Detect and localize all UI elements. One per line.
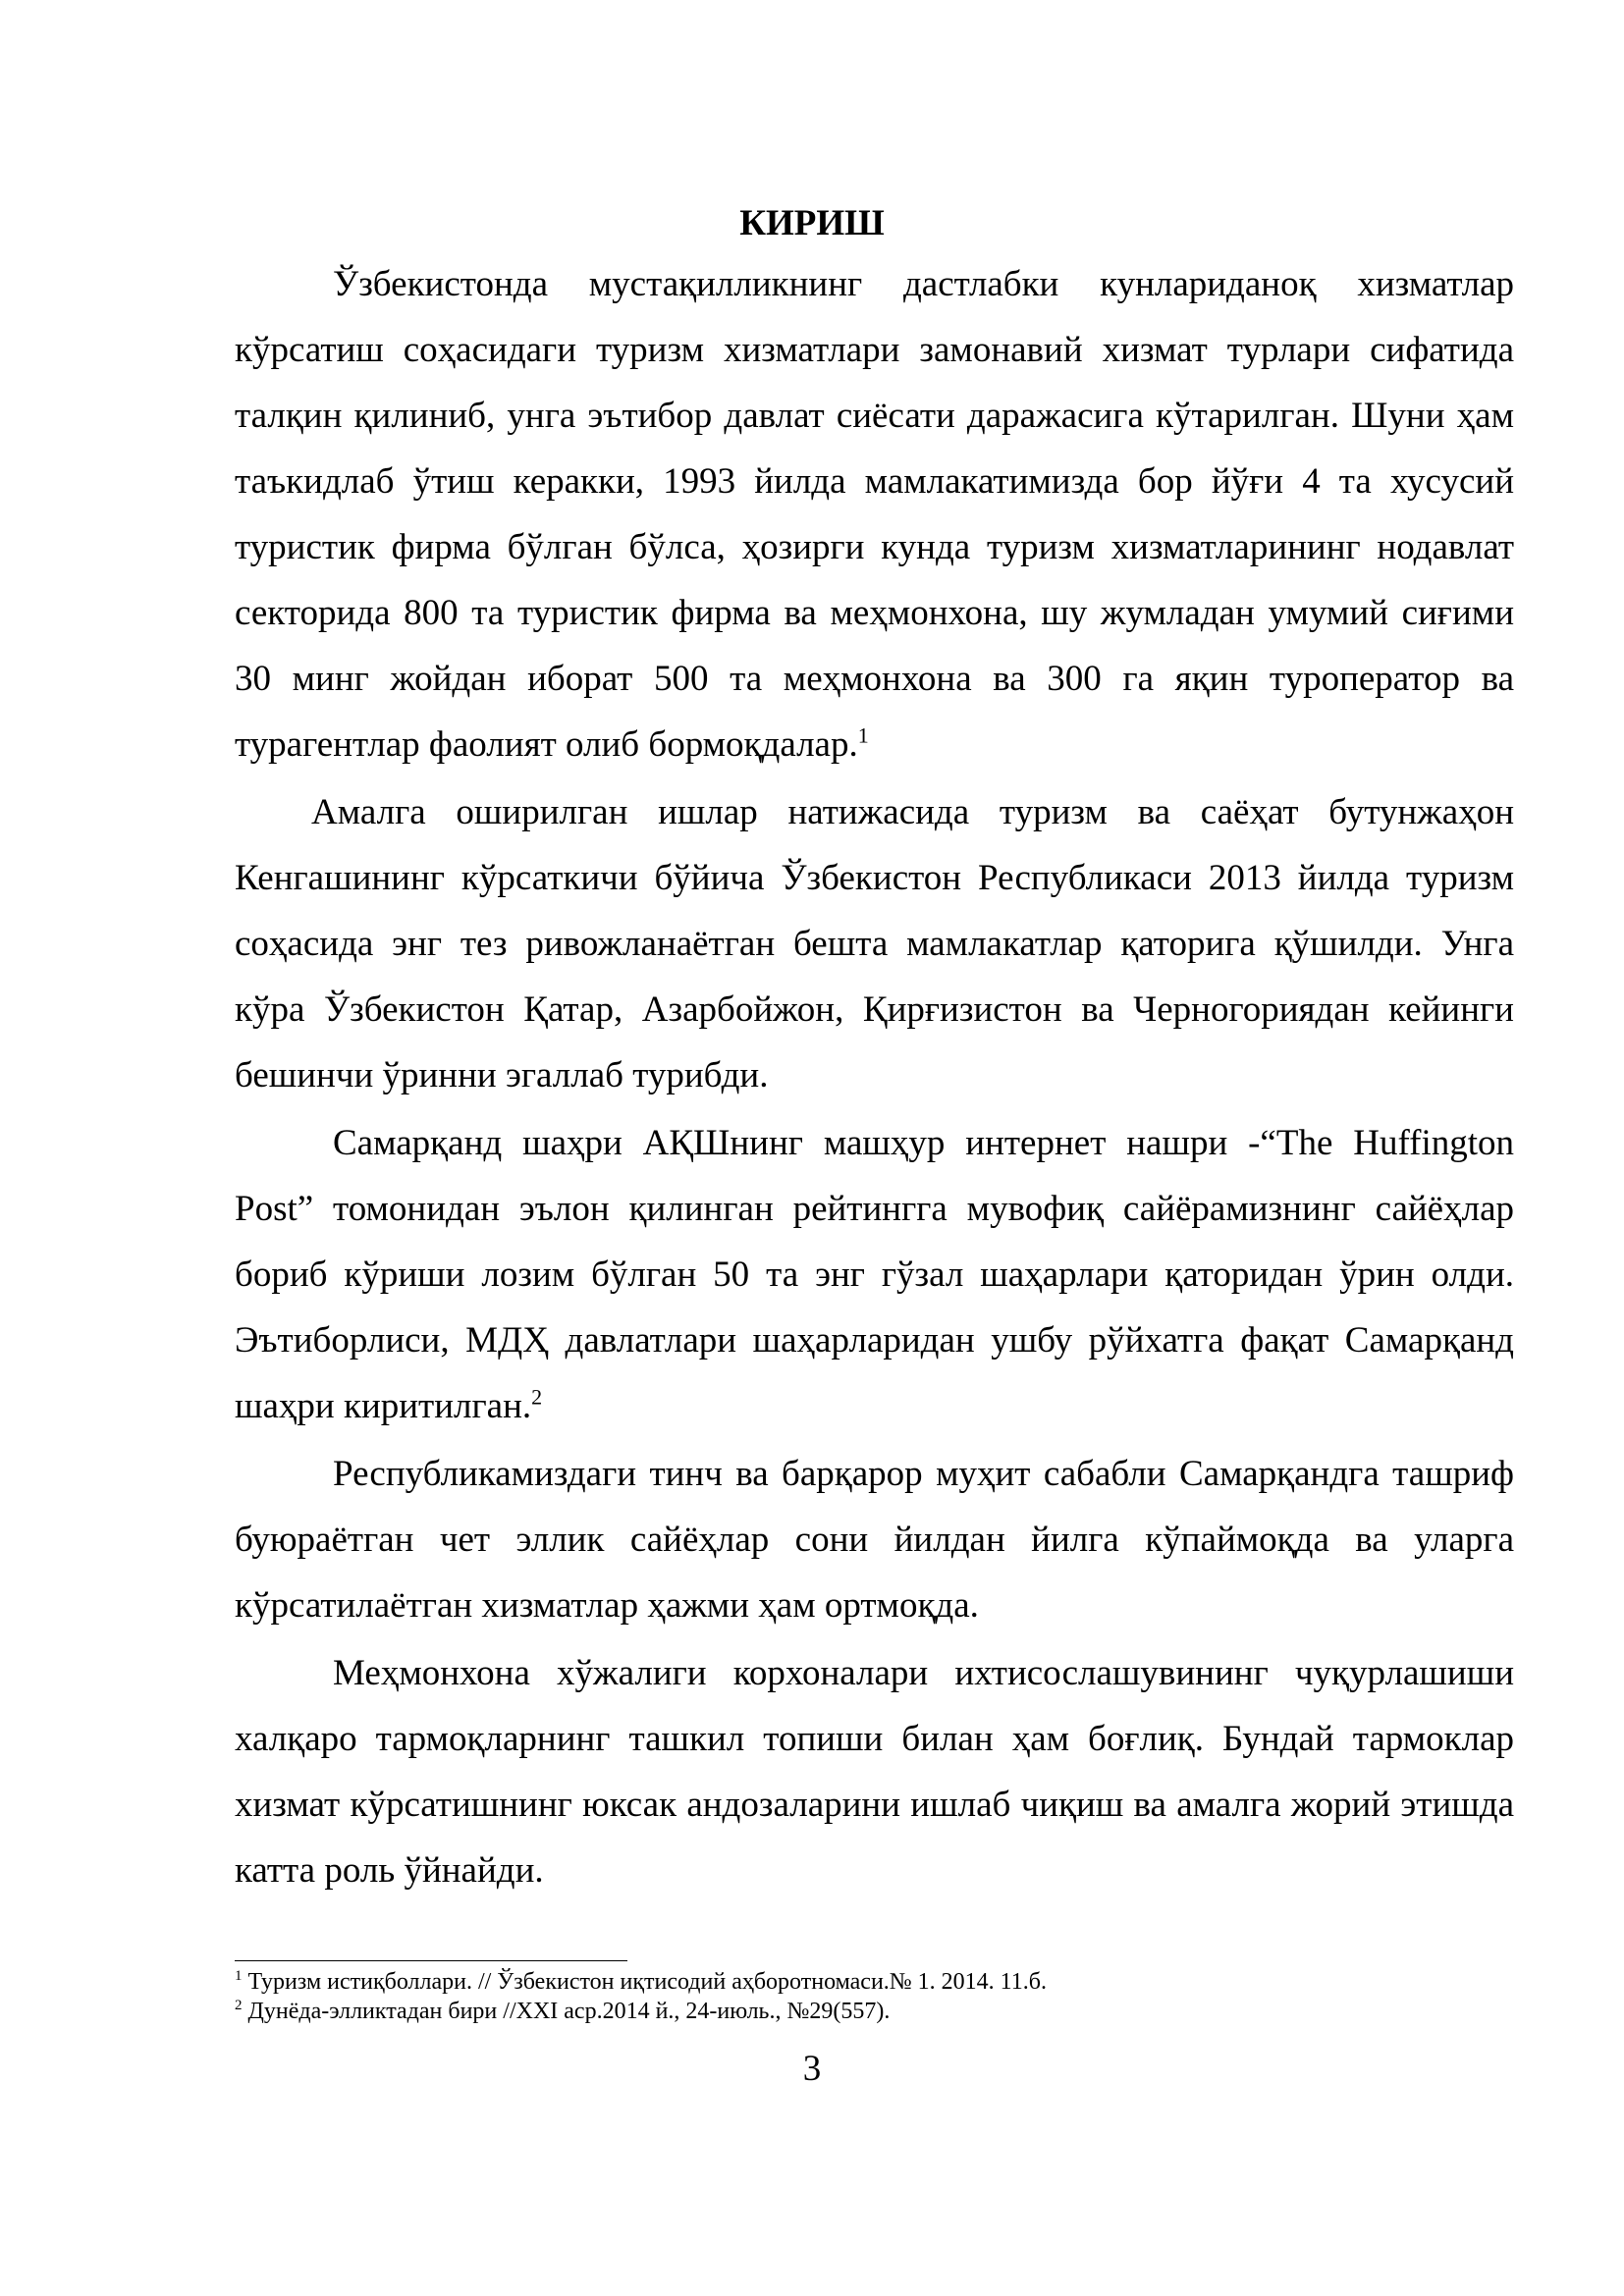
paragraph-1 [235,251,1514,777]
paragraph-text: Амалга оширилган ишлар натижасида туризм ва саёҳат бутунжаҳон Кенгашининг кўрсаткичи бўйича Ўзбекистон Республикаси 2013 йилда туризм соҳасида энг тез ривожланаётган бешта мамлакатлар қаторига қўшилди. Унга кўра Ўзбекистон Қатар, Азарбойжон, Қирғизистон ва Черногориядан кейинги бешинчи ўринни эгаллаб турибди. [235,792,1514,1095]
paragraph-5 [235,1640,1514,1903]
footnote-separator [235,1960,627,1961]
paragraph-text: Самарқанд шаҳри АҚШнинг машҳур интернет нашри -“The Huffington Post” томонидан эълон қилинган рейтингга мувофиқ сайёрамизнинг сайёҳлар бориб кўриши лозим бўлган 50 та энг гўзал шаҳарлари қаторидан ўрин олди. Эътиборлиси, МДҲ давлатлари шаҳарларидан ушбу рўйхатга фақат Самарқанд шаҳри киритилган. [235,1123,1514,1426]
page-title: КИРИШ [739,203,885,243]
footnote-1 [235,1967,1514,1997]
footnote-number: 2 [235,1998,243,2013]
footnote-reference[interactable]: 2 [531,1384,543,1410]
footnotes [235,1967,1514,2026]
footnote-2 [235,1997,1514,2026]
paragraph-text: Меҳмонхона хўжалиги корхоналари ихтисослашувининг чуқурлашиши халқаро тармоқларнинг ташкил топиши билан ҳам боғлиқ. Бундай тармоклар хизмат кўрсатишнинг юксак андозаларини ишлаб чиқиш ва амалга жорий этишда катта роль ўйнайди. [235,1653,1514,1891]
footnote-text: Дунёда-элликтадан бири //XXI аср.2014 й., 24-июль., №29(557). [242,1999,891,2024]
paragraph-2 [235,779,1514,1108]
page-number: 3 [802,2049,822,2089]
paragraph-text: Ўзбекистонда мустақилликнинг дастлабки кунлариданоқ хизматлар кўрсатиш соҳасидаги туризм хизматлари замонавий хизмат турлари сифатида талқин қилиниб, унга эътибор давлат сиёсати даражасига кўтарилган. Шуни ҳам таъкидлаб ўтиш керакки, 1993 йилда мамлакатимизда бор йўғи 4 та хусусий туристик фирма бўлган бўлса, ҳозирги кунда туризм хизматларининг нодавлат секторида 800 та туристик фирма ва меҳмонхона, шу жумладан умумий сиғими 30 минг жойдан иборат 500 та меҳмонхона ва 300 га яқин туроператор ва турагентлар фаолият олиб бормоқдалар. [235,264,1514,765]
footnote-reference[interactable]: 1 [857,722,869,748]
body-text [235,251,1514,1903]
paragraph-4 [235,1441,1514,1638]
paragraph-3 [235,1110,1514,1439]
footnote-text: Туризм истиқболлари. // Ўзбекистон иқтисодий аҳборотномаси.№ 1. 2014. 11.б. [242,1969,1048,1995]
footnote-number: 1 [235,1968,243,1984]
paragraph-text: Республикамиздаги тинч ва барқарор муҳит сабабли Самарқандга ташриф буюраётган чет эллик сайёҳлар сони йилдан йилга кўпаймоқда ва уларга кўрсатилаётган хизматлар ҳажми ҳам ортмоқда. [235,1454,1514,1626]
